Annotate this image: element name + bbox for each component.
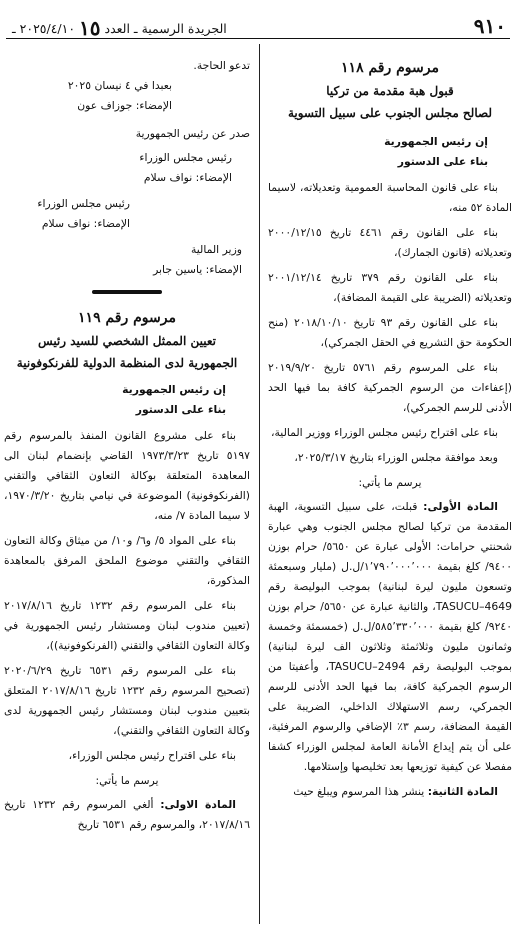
- decree-119-subject-1: تعيين الممثل الشخصي للسيد رئيس: [38, 334, 216, 348]
- decree-118-article-1: [268, 497, 512, 777]
- finance-minister-signature: الإمضاء: ياسين جابر: [153, 263, 242, 276]
- decree-119-article-1-label: المادة الاولى:: [160, 798, 236, 811]
- decree-118-number: مرسوم رقم ١١٨: [341, 60, 439, 76]
- decree-119-recital-3: بناء على المرسوم رقم ١٢٣٢ تاريخ ٢٠١٧/٨/١٦ (تعيين مندوب لبنان ومستشار رئيس الجمهورية في وكالة التعاون الثقافي والتقني (الفرنكوفونية))،: [4, 599, 250, 652]
- decree-119-subject-2: الجمهورية لدى المنظمة الدولية للفرنكوفونية: [16, 356, 238, 370]
- pm-signature-2: الإمضاء: نواف سلام: [41, 217, 130, 230]
- pm-title: رئيس مجلس الوزراء: [139, 151, 232, 164]
- finance-minister-title: وزير المالية: [191, 243, 242, 256]
- decree-119-recital-2: بناء على المواد ٥/ و٦/ و١٠/ من ميثاق وكالة التعاون الثقافي والتقني موضوع الملحق المرفق بالمعاهدة المذكورة،: [4, 534, 250, 587]
- decree-118-column: [268, 56, 512, 807]
- decree-118-decrees: يرسم ما يأتي:: [358, 476, 422, 489]
- decree-119-recital-5: بناء على اقتراح رئيس مجلس الوزراء،: [68, 749, 236, 762]
- signing-place-date: بعبدا في ٤ نيسان ٢٠٢٥: [67, 79, 172, 92]
- pm-title-2: رئيس مجلس الوزراء: [37, 197, 130, 210]
- decree-119-recital-4: بناء على المرسوم رقم ٦٥٣١ تاريخ ٢٠٢٠/٦/٢٩ (تصحيح المرسوم رقم ١٢٣٢ تاريخ ٢٠١٧/٨/١٦ المتعلق بتعيين مندوب لبنان ومستشار رئيس الجمهورية لدى وكالة التعاون الثقافي والتقني)،: [4, 664, 251, 737]
- decree-118-recital-6: بناء على اقتراح رئيس مجلس الوزراء ووزير المالية،: [271, 426, 498, 439]
- decree-119-article-1: [4, 795, 250, 835]
- decree-119-recital-1: بناء على مشروع القانون المنفذ بالمرسوم رقم ٥١٩٧ تاريخ ١٩٧٣/٣/٢٣ القاضي بإنضمام لبنان الى المعاهدة المتعلقة بوكالة التعاون الثقافي والتقني (الفرنكوفونية) الموضوعة في نيامي بتاريخ ١٩٧٠/٣/٢٠، لا سيما المادة ٧/ منه،: [4, 429, 250, 522]
- decree-118-subject-2: لصالح مجلس الجنوب على سبيل التسوية: [287, 106, 493, 120]
- decree-118-recital-4: بناء على القانون رقم ٩٣ تاريخ ٢٠١٨/١٠/١٠ (منح الحكومة حق التشريع في الحقل الجمركي)،: [268, 316, 512, 349]
- decree-118-recital-2: بناء على القانون رقم ٤٤٦١ تاريخ ٢٠٠٠/١٢/١٥ وتعديلاته (قانون الجمارك)،: [268, 226, 512, 259]
- decree-119-opening: إن رئيس الجمهورية: [122, 383, 226, 396]
- column-divider: [259, 44, 260, 924]
- gazette-name: الجريدة الرسمية ـ العدد: [104, 21, 227, 36]
- issued-by: صدر عن رئيس الجمهورية: [135, 127, 250, 140]
- left-column: [4, 56, 250, 840]
- header-divider: [6, 38, 510, 39]
- decree-118-article-2: [268, 782, 512, 802]
- issue-date: ٢٠٢٥/٤/١٠ ـ: [12, 21, 76, 36]
- decree-118-article-1-text: قبلت، على سبيل التسوية، الهبة المقدمة من تركيا لصالح مجلس الجنوب وهي عبارة شحنتي حرامات: الأولى عبارة عن ٥٦٥٠/ حرام بوزن ٩٤٠٠/ كلغ بقيمة ١٬٧٩٠٬٠٠٠٬٠٠٠/ل.ل (مليار وسبعمئة وتسعون مليون ليرة لبنانية) بموجب البوليصة رقم TASUCU–4649، والثانية عبارة عن ٥٦٥٠/ حرام بوزن ٩٢٤٠/ كلغ بقيمة ٥٨٥٬٣٣٠٬٠٠٠/ل.ل (خمسمئة وخمسة وثمانون مليون وثلاثمئة وثلاثون الف ليرة لبنانية) بموجب البوليصة رقم TASUCU–2494، وأعفيتا من الرسوم الجمركية كافة، بما فيها الحد الأدنى للرسم الجمركي، رسم الاستهلاك الداخلي، الضريبة على القيمة المضافة، رسم ٣٪ الإضافي والرسوم المرفئية، على أن يتم إيداع الأمانة العامة لمجلس الوزراء كشفا مفصلا عن كيفية توزيعها بعد تخليصها وإستلامها.: [268, 500, 513, 773]
- decree-119-number: مرسوم رقم ١١٩: [78, 310, 176, 326]
- page-header: [6, 8, 510, 40]
- decree-divider: [92, 290, 162, 294]
- issue-number: ١٥: [79, 16, 101, 40]
- decree-118-recital-1: بناء على قانون المحاسبة العمومية وتعديلاته، لاسيما المادة ٥٢ منه،: [268, 181, 512, 214]
- decree-119-title: [4, 306, 250, 374]
- decree-119-article-1-text: ألغي المرسوم رقم ١٢٣٢ تاريخ ٢٠١٧/٨/١٦، والمرسوم رقم ٦٥٣١ تاريخ: [4, 798, 250, 831]
- decree-118-article-1-label: المادة الأولى:: [423, 500, 498, 513]
- pm-signature: الإمضاء: نواف سلام: [143, 171, 232, 184]
- page-number: ٩١٠: [473, 14, 506, 38]
- decree-118-opening: إن رئيس الجمهورية: [384, 135, 488, 148]
- decree-118-title: [268, 56, 512, 124]
- decree-119-constitution: بناء على الدستور: [135, 403, 226, 416]
- decree-118-subject-1: قبول هبة مقدمة من تركيا: [326, 84, 454, 98]
- decree-118-article-2-label: المادة الثانية:: [427, 785, 498, 798]
- decree-118-recital-3: بناء على القانون رقم ٣٧٩ تاريخ ٢٠٠١/١٢/١٤ وتعديلاته (الضريبة على القيمة المضافة)،: [268, 271, 512, 304]
- president-signature: الإمضاء: جوزاف عون: [77, 99, 172, 112]
- decree-118-approval: وبعد موافقة مجلس الوزراء بتاريخ ٢٠٢٥/٣/١٧،: [294, 451, 498, 464]
- decree-118-article-2-text: ينشر هذا المرسوم ويبلغ حيث: [293, 785, 425, 798]
- decree-118-constitution: بناء على الدستور: [397, 155, 488, 168]
- gazette-title: [12, 16, 227, 40]
- decree-118-recital-5: بناء على المرسوم رقم ٥٧٦١ تاريخ ٢٠١٩/٩/٢٠ (إعفاءات من الرسوم الجمركية كافة بما فيها الحد الأدنى للرسم الجمركي)،: [268, 361, 512, 414]
- decree-119-decrees: يرسم ما يأتي:: [95, 774, 159, 787]
- closing-line: تدعو الحاجة.: [193, 59, 250, 72]
